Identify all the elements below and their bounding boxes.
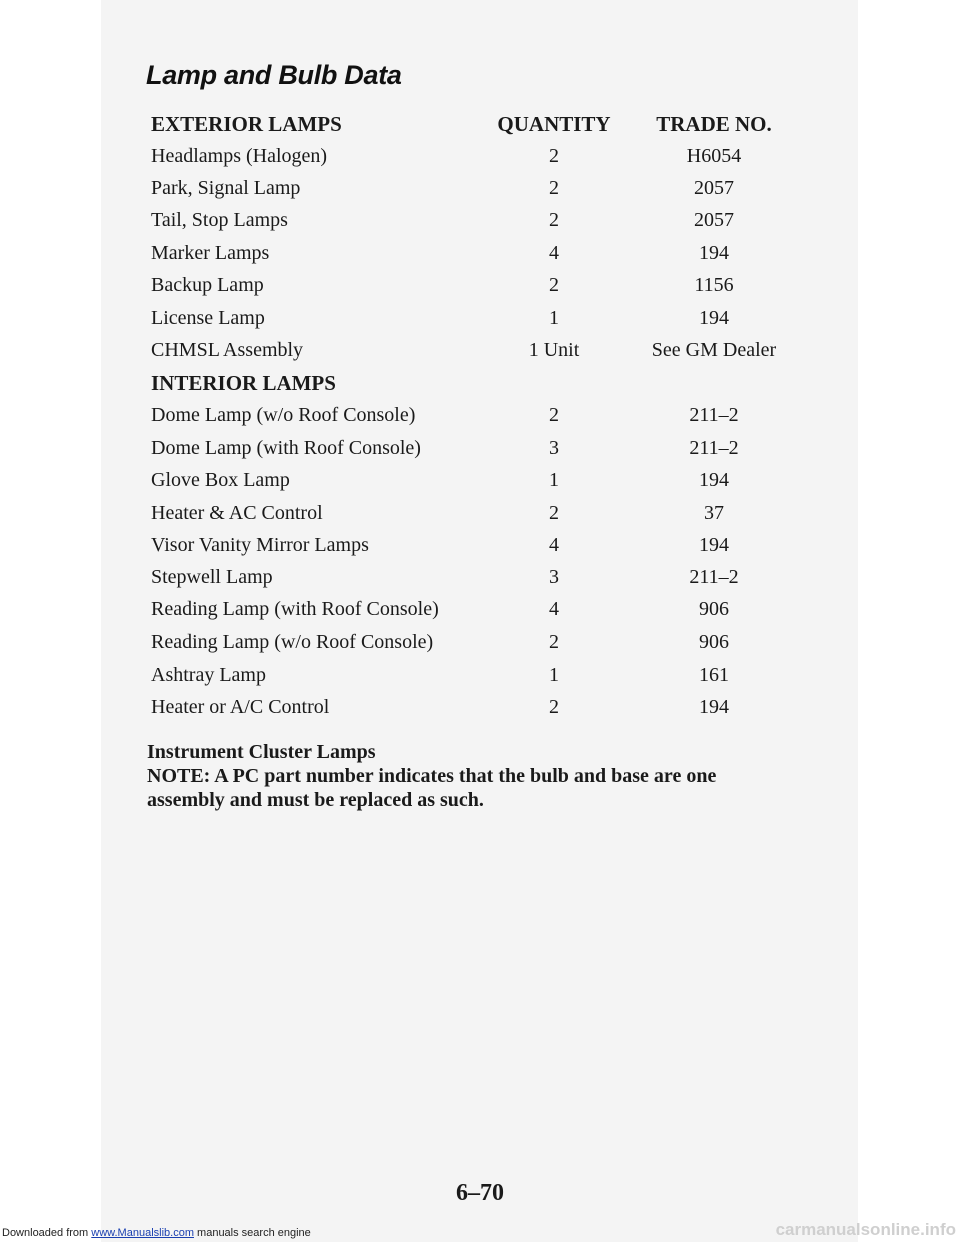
table-row [0, 145, 960, 175]
notes-block [147, 740, 787, 812]
lamp-trade-no: 37 [704, 502, 724, 524]
lamp-trade-no: 211–2 [689, 566, 739, 588]
lamp-name: Stepwell Lamp [151, 566, 273, 588]
table-row [0, 696, 960, 726]
lamp-quantity: 2 [549, 274, 559, 296]
table-row [0, 177, 960, 207]
note-line-1: NOTE: A PC part number indicates that the bulb and base are one [147, 765, 717, 787]
lamp-quantity: 1 Unit [528, 339, 580, 361]
footer-suffix: manuals search engine [193, 1227, 311, 1239]
lamp-trade-no: 211–2 [689, 437, 739, 459]
section-heading-row [0, 371, 960, 401]
lamp-trade-no: 194 [699, 242, 729, 264]
lamp-quantity: 2 [549, 209, 559, 231]
lamp-name: Heater or A/C Control [151, 696, 330, 718]
lamp-quantity: 1 [549, 664, 559, 686]
table-row [0, 502, 960, 532]
lamp-name: CHMSL Assembly [151, 339, 304, 361]
lamp-name: Park, Signal Lamp [151, 177, 301, 199]
lamp-trade-no: 2057 [694, 209, 734, 231]
lamp-name: License Lamp [151, 307, 265, 329]
lamp-quantity: 4 [549, 534, 559, 556]
lamp-name: Backup Lamp [151, 274, 264, 296]
lamp-name: Glove Box Lamp [151, 469, 290, 491]
lamp-name: Reading Lamp (w/o Roof Console) [151, 631, 434, 653]
table-row [0, 274, 960, 304]
table-row [0, 437, 960, 467]
lamp-trade-no: 2057 [694, 177, 734, 199]
lamp-quantity: 2 [549, 696, 559, 718]
lamp-trade-no: 211–2 [689, 404, 739, 426]
lamp-trade-no: 194 [699, 307, 729, 329]
note-line-2: assembly and must be replaced as such. [147, 789, 484, 811]
header-quantity: QUANTITY [497, 112, 611, 136]
lamp-trade-no: See GM Dealer [651, 339, 777, 361]
lamp-quantity: 2 [549, 631, 559, 653]
lamp-quantity: 2 [549, 502, 559, 524]
lamp-quantity: 1 [549, 307, 559, 329]
page-title: Lamp and Bulb Data [146, 60, 402, 90]
lamp-quantity: 4 [549, 598, 559, 620]
header-trade-no: TRADE NO. [656, 112, 772, 136]
header-exterior-lamps: EXTERIOR LAMPS [151, 112, 342, 136]
table-row [0, 631, 960, 661]
lamp-name: Tail, Stop Lamps [151, 209, 288, 231]
lamp-quantity: 2 [549, 404, 559, 426]
lamp-trade-no: 194 [699, 534, 729, 556]
table-row [0, 598, 960, 628]
lamp-quantity: 3 [549, 437, 559, 459]
lamp-trade-no: H6054 [686, 145, 742, 167]
table-row [0, 404, 960, 434]
lamp-trade-no: 161 [699, 664, 729, 686]
lamp-quantity: 4 [549, 242, 559, 264]
lamp-name: Reading Lamp (with Roof Console) [151, 598, 439, 620]
table-row [0, 469, 960, 499]
lamp-trade-no: 906 [699, 631, 729, 653]
table-row [0, 534, 960, 564]
manualslib-link[interactable]: www.Manualslib.com [91, 1227, 194, 1239]
lamp-name: Visor Vanity Mirror Lamps [151, 534, 369, 556]
page-number: 6–70 [456, 1180, 504, 1206]
footer-prefix: Downloaded from [2, 1227, 92, 1239]
lamp-name: Dome Lamp (with Roof Console) [151, 437, 421, 459]
table-row [0, 307, 960, 337]
lamp-name: Marker Lamps [151, 242, 270, 264]
lamp-name: Ashtray Lamp [151, 664, 266, 686]
lamp-trade-no: 194 [699, 469, 729, 491]
lamp-name: Heater & AC Control [151, 502, 323, 524]
lamp-trade-no: 194 [699, 696, 729, 718]
table-row [0, 209, 960, 239]
lamp-name: Dome Lamp (w/o Roof Console) [151, 404, 416, 426]
table-header-row [0, 112, 960, 142]
lamp-quantity: 3 [549, 566, 559, 588]
lamp-trade-no: 1156 [694, 274, 734, 296]
table-row [0, 566, 960, 596]
lamp-trade-no: 906 [699, 598, 729, 620]
table-row [0, 242, 960, 272]
lamp-quantity: 2 [549, 145, 559, 167]
download-footer [2, 1227, 311, 1239]
instrument-cluster-heading: Instrument Cluster Lamps [147, 741, 376, 763]
watermark-text: carmanualsonline.info [775, 1220, 956, 1239]
table-row [0, 664, 960, 694]
table-row [0, 339, 960, 369]
lamp-quantity: 2 [549, 177, 559, 199]
lamp-name: Headlamps (Halogen) [151, 145, 328, 167]
lamp-quantity: 1 [549, 469, 559, 491]
interior-lamps-heading: INTERIOR LAMPS [151, 371, 336, 395]
